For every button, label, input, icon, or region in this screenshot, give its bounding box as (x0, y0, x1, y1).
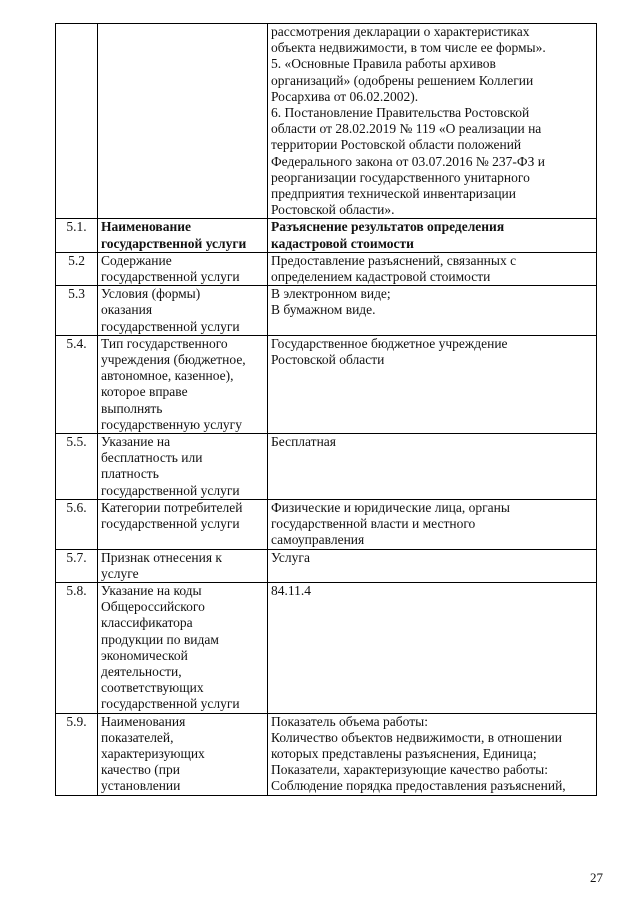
row-label-line: государственной услуги (101, 235, 247, 251)
row-label-line: оказания (101, 302, 153, 318)
row-number-cell (56, 549, 98, 582)
row-value-cell (268, 252, 597, 285)
row-value-line: Количество объектов недвижимости, в отношении (271, 729, 562, 745)
row-value-cell (268, 582, 597, 713)
services-table (55, 23, 597, 796)
row-label-line: установлении (101, 778, 181, 794)
row-value-line: Государственное бюджетное учреждение (271, 335, 508, 351)
row-value-cell (268, 499, 597, 549)
row-label-cell (98, 434, 268, 500)
row-value-cell (268, 434, 597, 500)
row-label-cell (98, 582, 268, 713)
row-value-line: определением кадастровой стоимости (271, 269, 491, 285)
row-value-line: Физические и юридические лица, органы (271, 499, 510, 515)
row-label-line: продукции по видам (101, 631, 219, 647)
row-number: 5.5. (66, 434, 87, 450)
row-value-line: В бумажном виде. (271, 302, 376, 318)
row-label-line: Категории потребителей (101, 499, 243, 515)
text-line: 6. Постановление Правительства Ростовской (271, 105, 530, 121)
table-row-continuation (56, 24, 597, 219)
text-line: 5. «Основные Правила работы архивов (271, 56, 496, 72)
row-number-cell (56, 582, 98, 713)
row-label-line: деятельности, (101, 663, 182, 679)
row-value-line: которых представлены разъяснения, Единица; (271, 745, 537, 761)
row-value-line: Показатель объема работы: (271, 713, 428, 729)
row-label-cell (98, 252, 268, 285)
row-label-line: Указание на (101, 434, 171, 450)
row-number: 5.9. (66, 713, 87, 729)
row-value-line: Показатели, характеризующие качество работы: (271, 762, 548, 778)
row-label-cell (98, 713, 268, 795)
table-row (56, 499, 597, 549)
row-label-line: учреждения (бюджетное, (101, 352, 246, 368)
text-line: территории Ростовской области положений (271, 137, 522, 153)
row-label-line: экономической (101, 647, 188, 663)
row-number: 5.3 (68, 286, 85, 302)
row-label-line: государственной услуги (101, 318, 240, 334)
row-label-cell (98, 286, 268, 336)
row-value-cell (268, 549, 597, 582)
row-label-line: государственной услуги (101, 696, 240, 712)
page-number: 27 (590, 870, 603, 885)
text-line: предприятия технической инвентаризации (271, 186, 517, 202)
services-table-body (56, 24, 597, 796)
table-row (56, 434, 597, 500)
row-number: 5.2 (68, 252, 85, 268)
row-label-line: бесплатность или (101, 450, 203, 466)
table-row (56, 549, 597, 582)
row-label-line: услуге (101, 565, 139, 581)
row-label-line: показателей, (101, 729, 174, 745)
table-row (56, 713, 597, 795)
row-label-line: автономное, казенное), (101, 368, 234, 384)
row-label-cell (98, 499, 268, 549)
row-label-cell (98, 219, 268, 252)
row-label-line: соответствующих (101, 680, 204, 696)
row-label-cell (98, 335, 268, 433)
row-label-line: Условия (формы) (101, 286, 201, 302)
row-value-cell (268, 335, 597, 433)
row-label-line: которое вправе (101, 384, 188, 400)
row-label-line: Признак отнесения к (101, 549, 222, 565)
row-number-cell (56, 252, 98, 285)
row-number-cell (56, 713, 98, 795)
row-label-line: выполнять (101, 400, 163, 416)
row-value-line: Соблюдение порядка предоставления разъяснений, (271, 778, 566, 794)
row-label-line: Указание на коды (101, 582, 202, 598)
row-number: 5.8. (66, 582, 87, 598)
row-value-line: Предоставление разъяснений, связанных с (271, 252, 517, 268)
text-line: рассмотрения декларации о характеристиках (271, 24, 530, 39)
row-label-line: Тип государственного (101, 335, 228, 351)
row-label-line: Наименование (101, 219, 191, 235)
row-label-line: характеризующих (101, 745, 205, 761)
row-label-line: платность (101, 466, 159, 482)
text-line: области от 28.02.2019 № 119 «О реализации на (271, 121, 542, 137)
table-row (56, 335, 597, 433)
row-value-line: государственной власти и местного (271, 516, 476, 532)
row-label-line: Общероссийского (101, 599, 205, 615)
row-value-line: самоуправления (271, 532, 365, 548)
row-number-cell (56, 219, 98, 252)
table-row (56, 582, 597, 713)
row-value-line: Ростовской области (271, 352, 385, 368)
row-number-cell (56, 499, 98, 549)
table-row (56, 219, 597, 252)
row-number-cell (56, 434, 98, 500)
text-line: Ростовской области». (271, 202, 395, 218)
row-value-cell (268, 219, 597, 252)
row-label-line: качество (при (101, 762, 180, 778)
row-label-line: государственную услугу (101, 416, 242, 432)
text-line: Росархива от 06.02.2002). (271, 88, 419, 104)
row-number: 5.1. (66, 219, 87, 235)
table-row (56, 286, 597, 336)
text-line: реорганизации государственного унитарного (271, 169, 530, 185)
row-label-line: Наименования (101, 713, 186, 729)
row-number-cell (56, 286, 98, 336)
row-value-cell (268, 24, 597, 219)
row-number: 5.7. (66, 549, 87, 565)
row-label-line: классификатора (101, 615, 193, 631)
row-label-line: государственной услуги (101, 482, 240, 498)
row-value-line: Бесплатная (271, 434, 337, 450)
row-value-line: В электронном виде; (271, 286, 391, 302)
table-row (56, 252, 597, 285)
row-label-line: государственной услуги (101, 269, 240, 285)
text-line: организаций» (одобрены решением Коллегии (271, 72, 534, 88)
row-value-line: Разъяснение результатов определения (271, 219, 505, 235)
row-number-cell (56, 24, 98, 219)
text-line: объекта недвижимости, в том числе ее формы». (271, 40, 546, 56)
row-value-line: кадастровой стоимости (271, 235, 414, 251)
row-label-cell (98, 549, 268, 582)
text-line: Федерального закона от 03.07.2016 № 237-ФЗ и (271, 153, 545, 169)
row-number: 5.4. (66, 335, 87, 351)
row-label-line: Содержание (101, 252, 172, 268)
row-number-cell (56, 335, 98, 433)
row-value-cell (268, 713, 597, 795)
row-number: 5.6. (66, 499, 87, 515)
row-label-line: государственной услуги (101, 516, 240, 532)
row-label-cell (98, 24, 268, 219)
row-value-line: 84.11.4 (271, 582, 311, 598)
row-value-cell (268, 286, 597, 336)
row-value-line: Услуга (271, 549, 310, 565)
